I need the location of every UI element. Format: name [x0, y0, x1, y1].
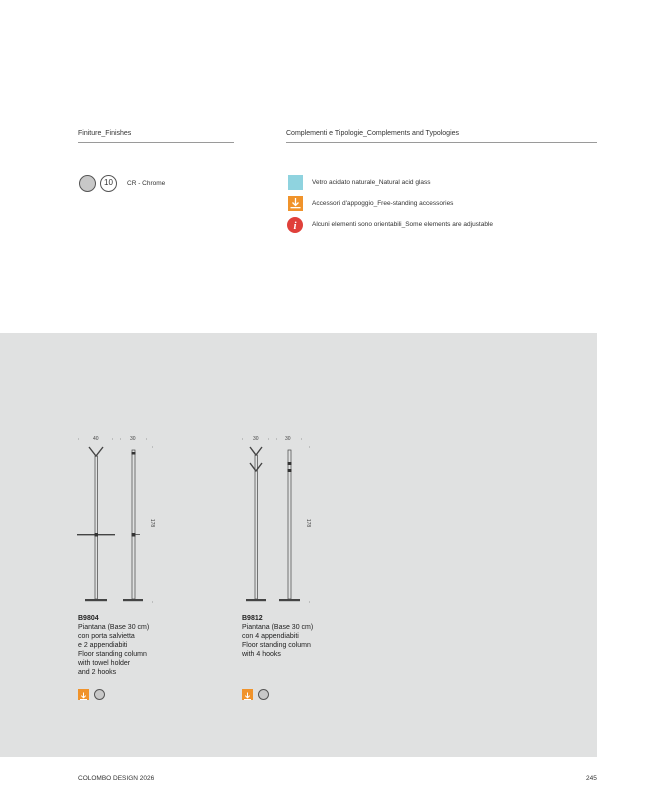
product-line: Floor standing column: [242, 642, 311, 649]
download-arrow-icon: [78, 689, 89, 700]
dim-height: 178: [149, 518, 156, 528]
product-b9812-text: [242, 614, 313, 659]
chrome-finish-swatch: [94, 689, 105, 700]
finishes-header: Finiture_Finishes: [78, 130, 132, 137]
finishes-divider: [78, 142, 234, 143]
product-line: con 4 appendiabiti: [242, 633, 299, 640]
finish-label: CR - Chrome: [127, 180, 166, 187]
download-arrow-icon: [288, 196, 303, 211]
dim-side-width: 30: [130, 436, 136, 442]
product-line: with 4 hooks: [242, 651, 281, 658]
svg-text:i: i: [293, 220, 297, 232]
product-line: con porta salvietta: [78, 633, 135, 640]
dim-front-width: 40: [93, 436, 99, 442]
product-b9812-drawing: [238, 432, 328, 608]
product-line: Piantana (Base 30 cm): [242, 624, 314, 631]
chrome-finish-swatch: [79, 175, 96, 192]
product-b9804-text: [78, 614, 149, 677]
complements-header: Complementi e Tipologie_Complements and Typologies: [286, 130, 460, 137]
product-line: Floor standing column: [78, 651, 147, 658]
page-number: 245: [586, 775, 597, 782]
dim-height: 178: [305, 518, 312, 528]
finish-code-badge: 10: [100, 175, 117, 192]
product-line: with towel holder: [78, 660, 131, 667]
product-code: B9804: [78, 615, 99, 622]
product-line: e 2 appendiabiti: [78, 642, 128, 649]
chrome-finish-swatch: [258, 689, 269, 700]
complement-adjustable-label: Alcuni elementi sono orientabili_Some elements are adjustable: [312, 221, 494, 228]
dim-side-width: 30: [285, 436, 291, 442]
glass-swatch-icon: [288, 175, 303, 190]
product-line: and 2 hooks: [78, 669, 117, 676]
download-arrow-icon: [242, 689, 253, 700]
complement-glass-label: Vetro acidato naturale_Natural acid glass: [312, 179, 431, 186]
complements-divider: [286, 142, 597, 143]
footer-brand: COLOMBO DESIGN 2026: [78, 775, 155, 782]
info-icon: [287, 217, 303, 233]
product-line: Piantana (Base 30 cm): [78, 624, 150, 631]
product-code: B9812: [242, 615, 263, 622]
complement-accessories-label: Accessori d'appoggio_Free-standing accessories: [312, 200, 454, 207]
dim-front-width: 30: [253, 436, 259, 442]
product-b9804-drawing: [74, 432, 164, 608]
